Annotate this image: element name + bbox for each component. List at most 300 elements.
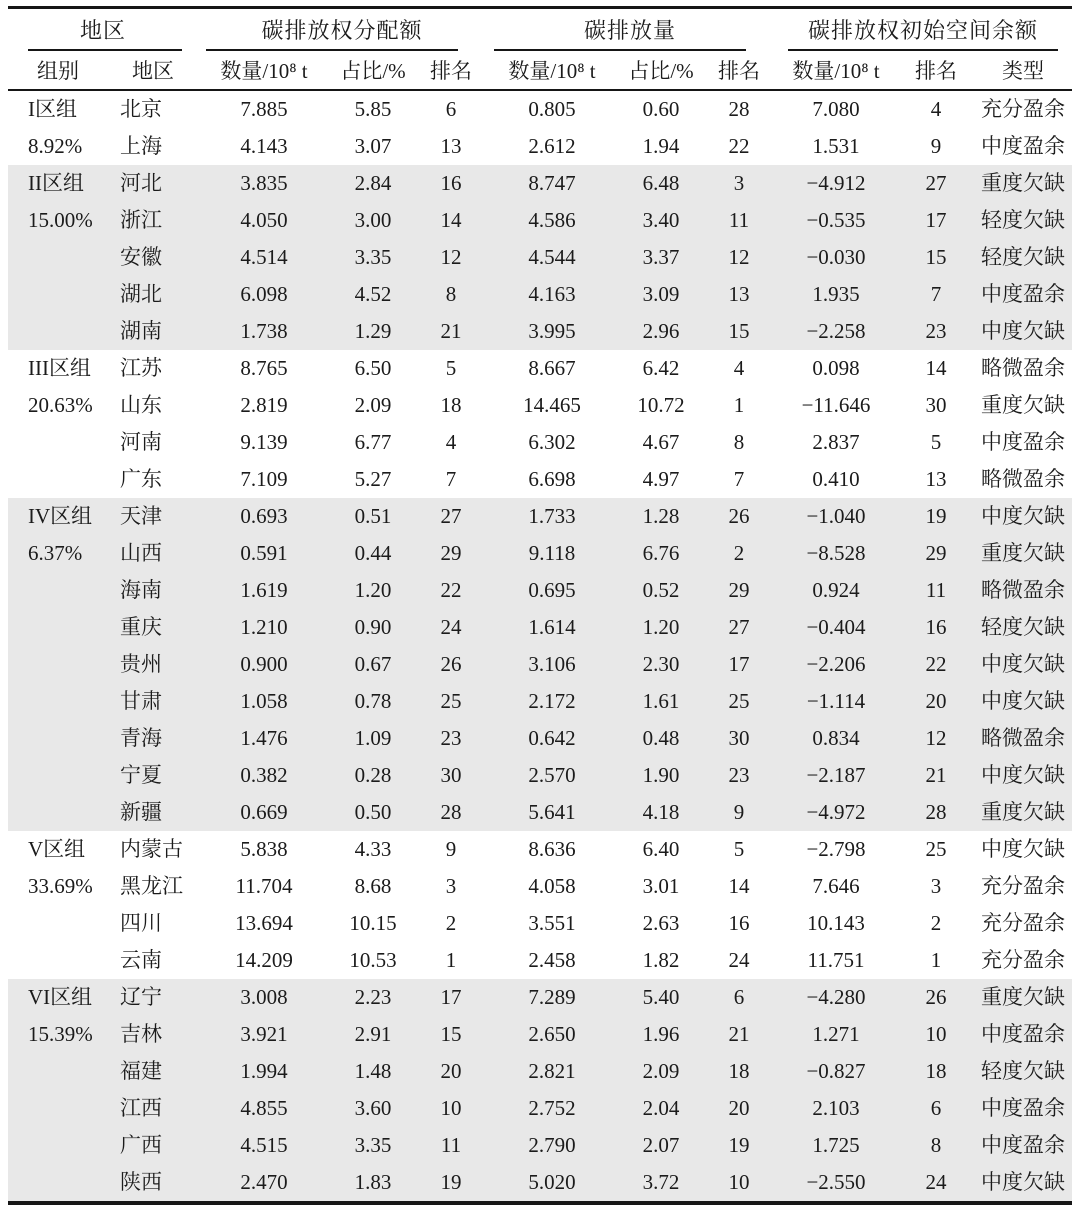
balance-type-cell: 充分盈余: [981, 97, 1066, 121]
balance-amount-cell: −2.550: [774, 1164, 898, 1203]
alloc-rank-cell: 11: [416, 1127, 486, 1164]
emission-share-cell: 1.96: [618, 1016, 704, 1053]
balance-rank-cell: 9: [930, 134, 942, 158]
alloc-amount-cell: 3.835: [198, 165, 330, 202]
emission-rank-cell: 27: [704, 609, 774, 646]
alloc-amount-cell: 11.704: [235, 874, 293, 898]
emission-amount-cell: 2.612: [528, 134, 576, 158]
group-cell: [8, 165, 108, 350]
alloc-share-cell: 4.33: [354, 837, 392, 861]
balance-amount-cell: 1.935: [774, 276, 898, 313]
header-group-underrule: [494, 49, 746, 51]
alloc-amount-cell: 5.838: [240, 837, 288, 861]
region-cell: 河南: [120, 430, 162, 454]
balance-amount-cell: −0.535: [774, 202, 898, 239]
table-row: [8, 831, 1072, 868]
emission-rank-cell: 22: [728, 134, 750, 158]
balance-type-cell: 中度盈余: [974, 1127, 1072, 1164]
alloc-share-cell: 3.00: [330, 202, 416, 239]
balance-type-cell: 中度盈余: [981, 430, 1066, 454]
balance-rank-cell: 25: [925, 837, 947, 861]
balance-rank-cell: 4: [930, 97, 942, 121]
emission-rank-cell: 9: [704, 794, 774, 831]
balance-rank-cell: 2: [930, 911, 942, 935]
alloc-amount-cell: 4.515: [198, 1127, 330, 1164]
alloc-share-cell: 1.83: [330, 1164, 416, 1203]
balance-type-cell: 轻度欠缺: [974, 609, 1072, 646]
emission-amount-cell: 4.544: [486, 239, 618, 276]
table-row: [8, 1090, 1072, 1127]
alloc-rank-cell: 22: [416, 572, 486, 609]
header-group-balance: [774, 8, 1072, 52]
emission-rank-cell: 7: [733, 467, 745, 491]
alloc-share-cell: 4.52: [330, 276, 416, 313]
alloc-amount-cell: 0.693: [198, 498, 330, 535]
group-name: IV区组: [28, 504, 93, 528]
alloc-amount-cell: 4.514: [198, 239, 330, 276]
table-row: [8, 905, 1072, 942]
alloc-amount-cell: 1.994: [198, 1053, 330, 1090]
balance-type-cell: 中度欠缺: [974, 757, 1072, 794]
emission-amount-cell: 1.733: [486, 498, 618, 535]
emission-rank-cell: 30: [704, 720, 774, 757]
region-cell: 安徽: [108, 239, 198, 276]
emission-share-cell: 2.96: [618, 313, 704, 350]
table-row: [8, 350, 1072, 387]
region-cell: 海南: [108, 572, 198, 609]
alloc-rank-cell: 17: [416, 979, 486, 1016]
alloc-share-cell: 1.09: [330, 720, 416, 757]
alloc-amount-cell: 4.143: [240, 134, 288, 158]
emission-rank-cell: 8: [733, 430, 745, 454]
emission-rank-cell: 13: [704, 276, 774, 313]
table-row: [8, 1053, 1072, 1090]
alloc-amount-cell: 7.885: [240, 97, 288, 121]
balance-type-cell: 充分盈余: [981, 911, 1066, 935]
header-group-allocation-label: 碳排放权分配额: [261, 17, 423, 43]
emission-rank-cell: 25: [704, 683, 774, 720]
region-cell: 北京: [120, 97, 162, 121]
emission-amount-cell: 0.695: [486, 572, 618, 609]
emission-share-cell: 2.07: [618, 1127, 704, 1164]
region-cell: 陕西: [108, 1164, 198, 1203]
alloc-amount-cell: 0.900: [198, 646, 330, 683]
group-name: VI区组: [28, 985, 93, 1009]
region-cell: 湖北: [108, 276, 198, 313]
table-row: [8, 609, 1072, 646]
alloc-rank-cell: 21: [416, 313, 486, 350]
region-cell: 山西: [108, 535, 198, 572]
group-name: I区组: [28, 97, 77, 121]
balance-rank-cell: 18: [898, 1053, 974, 1090]
balance-rank-cell: 23: [898, 313, 974, 350]
alloc-share-cell: 6.50: [354, 356, 392, 380]
alloc-share-cell: 10.53: [349, 948, 397, 972]
table-row: [8, 1016, 1072, 1053]
emission-share-cell: 10.72: [637, 393, 685, 417]
balance-type-cell: 重度欠缺: [974, 979, 1072, 1016]
balance-amount-cell: 0.410: [812, 467, 860, 491]
emission-amount-cell: 4.058: [528, 874, 576, 898]
alloc-rank-cell: 9: [445, 837, 457, 861]
balance-rank-cell: 3: [930, 874, 942, 898]
emission-amount-cell: 2.570: [486, 757, 618, 794]
alloc-amount-cell: 3.921: [198, 1016, 330, 1053]
balance-type-cell: 中度欠缺: [974, 498, 1072, 535]
emission-share-cell: 2.04: [618, 1090, 704, 1127]
region-cell: 湖南: [108, 313, 198, 350]
alloc-amount-cell: 1.738: [198, 313, 330, 350]
emission-rank-cell: 29: [704, 572, 774, 609]
emission-share-cell: 3.72: [618, 1164, 704, 1203]
header-group-emission-label: 碳排放量: [584, 17, 677, 43]
alloc-amount-cell: 1.210: [198, 609, 330, 646]
alloc-rank-cell: 12: [416, 239, 486, 276]
balance-amount-cell: 11.751: [807, 948, 865, 972]
emission-rank-cell: 26: [704, 498, 774, 535]
emission-amount-cell: 4.586: [486, 202, 618, 239]
emission-share-cell: 4.18: [618, 794, 704, 831]
balance-rank-cell: 29: [898, 535, 974, 572]
balance-amount-cell: 0.834: [774, 720, 898, 757]
alloc-share-cell: 10.15: [349, 911, 397, 935]
alloc-share-cell: 5.85: [354, 97, 392, 121]
table-row: [8, 572, 1072, 609]
balance-type-cell: 中度盈余: [974, 1016, 1072, 1053]
balance-type-cell: 略微盈余: [974, 572, 1072, 609]
emission-share-cell: 2.30: [618, 646, 704, 683]
subheader-alloc-rank: 排名: [416, 51, 486, 90]
balance-type-cell: 轻度欠缺: [974, 239, 1072, 276]
table-row: [8, 276, 1072, 313]
emission-share-cell: 0.52: [618, 572, 704, 609]
header-group-emission: [486, 8, 774, 52]
emission-share-cell: 3.09: [618, 276, 704, 313]
balance-type-cell: 重度欠缺: [974, 165, 1072, 202]
alloc-amount-cell: 3.008: [198, 979, 330, 1016]
region-cell: 新疆: [108, 794, 198, 831]
alloc-amount-cell: 0.382: [198, 757, 330, 794]
table-row: [8, 942, 1072, 979]
alloc-share-cell: 2.91: [330, 1016, 416, 1053]
carbon-allocation-table: [8, 6, 1072, 1205]
emission-amount-cell: 8.636: [528, 837, 576, 861]
emission-rank-cell: 10: [704, 1164, 774, 1203]
balance-rank-cell: 8: [898, 1127, 974, 1164]
balance-rank-cell: 17: [898, 202, 974, 239]
header-group-region: [8, 8, 198, 52]
table-row: [8, 1127, 1072, 1164]
table-row: [8, 979, 1072, 1016]
balance-rank-cell: 15: [898, 239, 974, 276]
region-cell: 浙江: [108, 202, 198, 239]
balance-type-cell: 中度欠缺: [974, 313, 1072, 350]
emission-share-cell: 1.61: [618, 683, 704, 720]
region-cell: 广东: [120, 467, 162, 491]
subheader-balance-type: 类型: [974, 51, 1072, 90]
table-row: [8, 461, 1072, 498]
sub-header-row: [8, 51, 1072, 90]
balance-amount-cell: −1.040: [774, 498, 898, 535]
alloc-rank-cell: 6: [445, 97, 457, 121]
balance-type-cell: 重度欠缺: [974, 794, 1072, 831]
balance-amount-cell: −8.528: [774, 535, 898, 572]
subheader-emission-rank: 排名: [704, 51, 774, 90]
group-share: 15.39%: [28, 1022, 93, 1046]
alloc-rank-cell: 13: [440, 134, 462, 158]
table-row: [8, 424, 1072, 461]
emission-share-cell: 1.20: [618, 609, 704, 646]
alloc-share-cell: 0.51: [330, 498, 416, 535]
emission-rank-cell: 12: [704, 239, 774, 276]
emission-amount-cell: 14.465: [523, 393, 581, 417]
alloc-amount-cell: 9.139: [240, 430, 288, 454]
alloc-rank-cell: 5: [445, 356, 457, 380]
alloc-share-cell: 2.84: [330, 165, 416, 202]
balance-type-cell: 略微盈余: [974, 720, 1072, 757]
subheader-alloc-share: 占比/%: [330, 51, 416, 90]
alloc-rank-cell: 26: [416, 646, 486, 683]
emission-amount-cell: 2.790: [486, 1127, 618, 1164]
balance-amount-cell: −0.827: [774, 1053, 898, 1090]
emission-share-cell: 3.37: [618, 239, 704, 276]
header-group-row: [8, 8, 1072, 52]
header-group-underrule: [206, 49, 458, 51]
header-group-underrule: [788, 49, 1058, 51]
emission-amount-cell: 4.163: [486, 276, 618, 313]
region-cell: 内蒙古: [120, 837, 183, 861]
emission-amount-cell: 5.020: [486, 1164, 618, 1203]
alloc-rank-cell: 27: [416, 498, 486, 535]
table-row: [8, 165, 1072, 202]
region-cell: 重庆: [108, 609, 198, 646]
alloc-rank-cell: 29: [416, 535, 486, 572]
table-row: [8, 646, 1072, 683]
alloc-rank-cell: 16: [416, 165, 486, 202]
alloc-share-cell: 1.20: [330, 572, 416, 609]
balance-rank-cell: 12: [898, 720, 974, 757]
alloc-amount-cell: 14.209: [235, 948, 293, 972]
balance-amount-cell: −0.404: [774, 609, 898, 646]
region-cell: 云南: [120, 948, 162, 972]
emission-rank-cell: 15: [704, 313, 774, 350]
alloc-share-cell: 0.90: [330, 609, 416, 646]
balance-rank-cell: 16: [898, 609, 974, 646]
balance-amount-cell: −4.972: [774, 794, 898, 831]
emission-rank-cell: 20: [704, 1090, 774, 1127]
alloc-rank-cell: 3: [445, 874, 457, 898]
emission-amount-cell: 1.614: [486, 609, 618, 646]
balance-amount-cell: 2.837: [812, 430, 860, 454]
balance-rank-cell: 11: [898, 572, 974, 609]
alloc-share-cell: 0.78: [330, 683, 416, 720]
alloc-share-cell: 0.28: [330, 757, 416, 794]
subheader-region: 地区: [108, 51, 198, 90]
emission-amount-cell: 3.106: [486, 646, 618, 683]
balance-rank-cell: 28: [898, 794, 974, 831]
table-body: [8, 90, 1072, 1203]
alloc-rank-cell: 7: [445, 467, 457, 491]
alloc-amount-cell: 2.470: [198, 1164, 330, 1203]
emission-amount-cell: 9.118: [486, 535, 618, 572]
balance-rank-cell: 13: [925, 467, 947, 491]
alloc-amount-cell: 8.765: [240, 356, 288, 380]
table-row: [8, 794, 1072, 831]
subheader-group: 组别: [8, 51, 108, 90]
alloc-amount-cell: 1.619: [198, 572, 330, 609]
balance-amount-cell: −1.114: [774, 683, 898, 720]
alloc-rank-cell: 24: [416, 609, 486, 646]
alloc-share-cell: 0.44: [330, 535, 416, 572]
alloc-amount-cell: 2.819: [240, 393, 288, 417]
balance-amount-cell: −2.187: [774, 757, 898, 794]
group-cell: [8, 979, 108, 1203]
group-cell: [8, 498, 108, 831]
emission-amount-cell: 2.458: [528, 948, 576, 972]
balance-amount-cell: −4.912: [774, 165, 898, 202]
emission-share-cell: 2.63: [642, 911, 680, 935]
emission-amount-cell: 8.667: [528, 356, 576, 380]
table-row: [8, 90, 1072, 128]
alloc-amount-cell: 0.591: [198, 535, 330, 572]
subheader-balance-rank: 排名: [898, 51, 974, 90]
balance-rank-cell: 21: [898, 757, 974, 794]
balance-rank-cell: 7: [898, 276, 974, 313]
emission-amount-cell: 5.641: [486, 794, 618, 831]
balance-amount-cell: −11.646: [801, 393, 871, 417]
alloc-rank-cell: 19: [416, 1164, 486, 1203]
alloc-share-cell: 2.09: [354, 393, 392, 417]
balance-rank-cell: 5: [930, 430, 942, 454]
table-row: [8, 498, 1072, 535]
alloc-rank-cell: 30: [416, 757, 486, 794]
balance-rank-cell: 26: [898, 979, 974, 1016]
subheader-emission-share: 占比/%: [618, 51, 704, 90]
alloc-share-cell: 0.67: [330, 646, 416, 683]
group-name: III区组: [28, 356, 91, 380]
group-share: 15.00%: [28, 208, 93, 232]
emission-amount-cell: 0.642: [486, 720, 618, 757]
region-cell: 青海: [108, 720, 198, 757]
balance-amount-cell: −4.280: [774, 979, 898, 1016]
alloc-amount-cell: 4.050: [198, 202, 330, 239]
emission-amount-cell: 6.698: [528, 467, 576, 491]
emission-amount-cell: 2.172: [486, 683, 618, 720]
region-cell: 江西: [108, 1090, 198, 1127]
emission-share-cell: 3.01: [642, 874, 680, 898]
balance-amount-cell: 1.725: [774, 1127, 898, 1164]
balance-rank-cell: 14: [925, 356, 947, 380]
emission-share-cell: 1.82: [642, 948, 680, 972]
emission-amount-cell: 2.752: [486, 1090, 618, 1127]
balance-type-cell: 中度欠缺: [974, 1164, 1072, 1203]
emission-share-cell: 3.40: [618, 202, 704, 239]
group-share: 8.92%: [28, 134, 83, 158]
emission-amount-cell: 8.747: [486, 165, 618, 202]
region-cell: 宁夏: [108, 757, 198, 794]
alloc-share-cell: 8.68: [354, 874, 392, 898]
table-row: [8, 1164, 1072, 1203]
alloc-share-cell: 3.60: [330, 1090, 416, 1127]
balance-amount-cell: −0.030: [774, 239, 898, 276]
table-row: [8, 535, 1072, 572]
emission-rank-cell: 23: [704, 757, 774, 794]
subheader-balance-amount: 数量/10⁸ t: [774, 51, 898, 90]
balance-amount-cell: −2.798: [806, 837, 866, 861]
alloc-amount-cell: 0.669: [198, 794, 330, 831]
alloc-share-cell: 3.35: [330, 1127, 416, 1164]
alloc-share-cell: 3.07: [354, 134, 392, 158]
table-row: [8, 683, 1072, 720]
emission-share-cell: 4.97: [642, 467, 680, 491]
region-cell: 贵州: [108, 646, 198, 683]
alloc-amount-cell: 1.058: [198, 683, 330, 720]
balance-type-cell: 轻度欠缺: [974, 202, 1072, 239]
emission-share-cell: 6.48: [618, 165, 704, 202]
region-cell: 吉林: [108, 1016, 198, 1053]
emission-rank-cell: 17: [704, 646, 774, 683]
balance-rank-cell: 20: [898, 683, 974, 720]
region-cell: 黑龙江: [120, 874, 183, 898]
subheader-alloc-amount: 数量/10⁸ t: [198, 51, 330, 90]
region-cell: 四川: [120, 911, 162, 935]
alloc-rank-cell: 20: [416, 1053, 486, 1090]
emission-rank-cell: 19: [704, 1127, 774, 1164]
emission-rank-cell: 3: [704, 165, 774, 202]
table-header: [8, 8, 1072, 91]
balance-type-cell: 略微盈余: [981, 467, 1066, 491]
balance-amount-cell: 1.271: [774, 1016, 898, 1053]
group-share: 20.63%: [28, 393, 93, 417]
emission-share-cell: 6.42: [642, 356, 680, 380]
emission-amount-cell: 3.551: [528, 911, 576, 935]
emission-rank-cell: 5: [733, 837, 745, 861]
balance-type-cell: 充分盈余: [981, 874, 1066, 898]
alloc-share-cell: 6.77: [354, 430, 392, 454]
balance-rank-cell: 10: [898, 1016, 974, 1053]
table-row: [8, 128, 1072, 165]
region-cell: 福建: [108, 1053, 198, 1090]
balance-amount-cell: 1.531: [812, 134, 860, 158]
emission-share-cell: 0.60: [642, 97, 680, 121]
balance-type-cell: 中度盈余: [974, 1090, 1072, 1127]
balance-type-cell: 中度欠缺: [974, 683, 1072, 720]
group-cell: [8, 350, 108, 498]
alloc-rank-cell: 4: [445, 430, 457, 454]
emission-amount-cell: 2.650: [486, 1016, 618, 1053]
emission-share-cell: 0.48: [618, 720, 704, 757]
alloc-rank-cell: 8: [416, 276, 486, 313]
balance-type-cell: 重度欠缺: [974, 535, 1072, 572]
alloc-share-cell: 1.48: [330, 1053, 416, 1090]
group-share: 6.37%: [28, 541, 83, 565]
emission-amount-cell: 0.805: [528, 97, 576, 121]
region-cell: 辽宁: [108, 979, 198, 1016]
table-row: [8, 757, 1072, 794]
header-group-underrule: [28, 49, 182, 51]
emission-rank-cell: 6: [704, 979, 774, 1016]
emission-rank-cell: 2: [704, 535, 774, 572]
table-row: [8, 868, 1072, 905]
balance-type-cell: 中度欠缺: [974, 646, 1072, 683]
alloc-amount-cell: 4.855: [198, 1090, 330, 1127]
emission-amount-cell: 6.302: [528, 430, 576, 454]
alloc-share-cell: 3.35: [330, 239, 416, 276]
group-name: V区组: [28, 837, 86, 861]
emission-amount-cell: 2.821: [486, 1053, 618, 1090]
balance-rank-cell: 19: [898, 498, 974, 535]
emission-rank-cell: 14: [728, 874, 750, 898]
